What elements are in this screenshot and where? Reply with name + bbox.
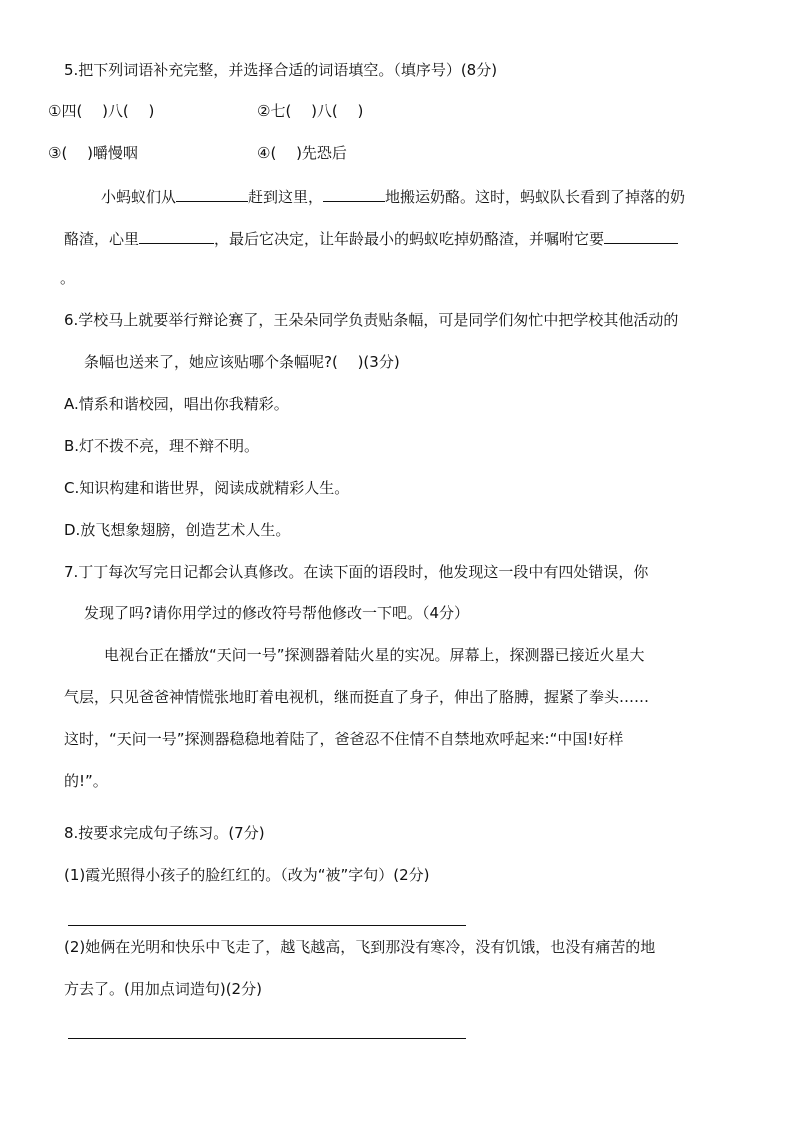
q5-paragraph-line-3: 。 bbox=[60, 269, 76, 287]
q5-item-4: ④( )先恐后 bbox=[257, 144, 347, 162]
answer-line-1[interactable] bbox=[68, 925, 466, 926]
q8-sub-question-2-line-2: 方去了。(用加点词造句)(2分) bbox=[64, 980, 262, 998]
q6-option-b: B.灯不拨不亮，理不辩不明。 bbox=[64, 437, 260, 455]
q5-text: 酪渣，心里 bbox=[64, 230, 140, 248]
q7-question-line-2: 发现了吗?请你用学过的修改符号帮他修改一下吧。（4分） bbox=[84, 604, 470, 622]
q8-sub-question-2-line-1: (2)她俩在光明和快乐中飞走了，越飞越高，飞到那没有寒冷，没有饥饿，也没有痛苦的地 bbox=[64, 938, 656, 956]
q6-option-c: C.知识构建和谐世界，阅读成就精彩人生。 bbox=[64, 479, 350, 497]
q5-text: 地搬运奶酪。这时，蚂蚁队长看到了掉落的奶 bbox=[385, 188, 686, 206]
fill-blank-2[interactable] bbox=[323, 185, 385, 202]
q7-question-line-1: 7.丁丁每次写完日记都会认真修改。在读下面的语段时，他发现这一段中有四处错误，你 bbox=[64, 563, 649, 581]
q5-paragraph-line-2 bbox=[64, 227, 678, 249]
q5-item-3: ③( )嚼慢咽 bbox=[48, 144, 138, 162]
answer-line-2[interactable] bbox=[68, 1038, 466, 1039]
q7-passage-line-3: 这时，“天问一号”探测器稳稳地着陆了，爸爸忍不住情不自禁地欢呼起来:“中国!好样 bbox=[64, 730, 624, 748]
q5-item-2: ②七( )八( ) bbox=[257, 102, 364, 120]
fill-blank-4[interactable] bbox=[604, 227, 678, 244]
q8-title: 8.按要求完成句子练习。(7分) bbox=[64, 824, 265, 842]
q6-option-a: A.情系和谐校园，唱出你我精彩。 bbox=[64, 395, 289, 413]
fill-blank-1[interactable] bbox=[176, 185, 248, 202]
q5-text: ，最后它决定，让年龄最小的蚂蚁吃掉奶酪渣，并嘱咐它要 bbox=[214, 230, 605, 248]
q6-option-d: D.放飞想象翅膀，创造艺术人生。 bbox=[64, 521, 291, 539]
q8-sub-question-1: (1)霞光照得小孩子的脸红红的。（改为“被”字句）(2分) bbox=[64, 866, 430, 884]
q6-question-line-1: 6.学校马上就要举行辩论赛了，王朵朵同学负责贴条幅，可是同学们匆忙中把学校其他活动的 bbox=[64, 311, 679, 329]
q5-item-1: ①四( )八( ) bbox=[48, 102, 155, 120]
q7-passage-line-4: 的!”。 bbox=[64, 772, 108, 790]
q5-text: 赶到这里， bbox=[248, 188, 324, 206]
q5-title: 5.把下列词语补充完整，并选择合适的词语填空。（填序号）(8分) bbox=[64, 61, 498, 79]
q7-passage-line-2: 气层，只见爸爸神情慌张地盯着电视机，继而挺直了身子，伸出了胳膊，握紧了拳头…… bbox=[64, 688, 650, 706]
q5-paragraph-line-1 bbox=[101, 185, 685, 207]
q5-text: 小蚂蚁们从 bbox=[101, 188, 177, 206]
fill-blank-3[interactable] bbox=[139, 227, 214, 244]
q6-question-line-2: 条幅也送来了，她应该贴哪个条幅呢?( )(3分) bbox=[84, 353, 400, 371]
q7-passage-line-1: 电视台正在播放“天问一号”探测器着陆火星的实况。屏幕上，探测器已接近火星大 bbox=[104, 646, 645, 664]
